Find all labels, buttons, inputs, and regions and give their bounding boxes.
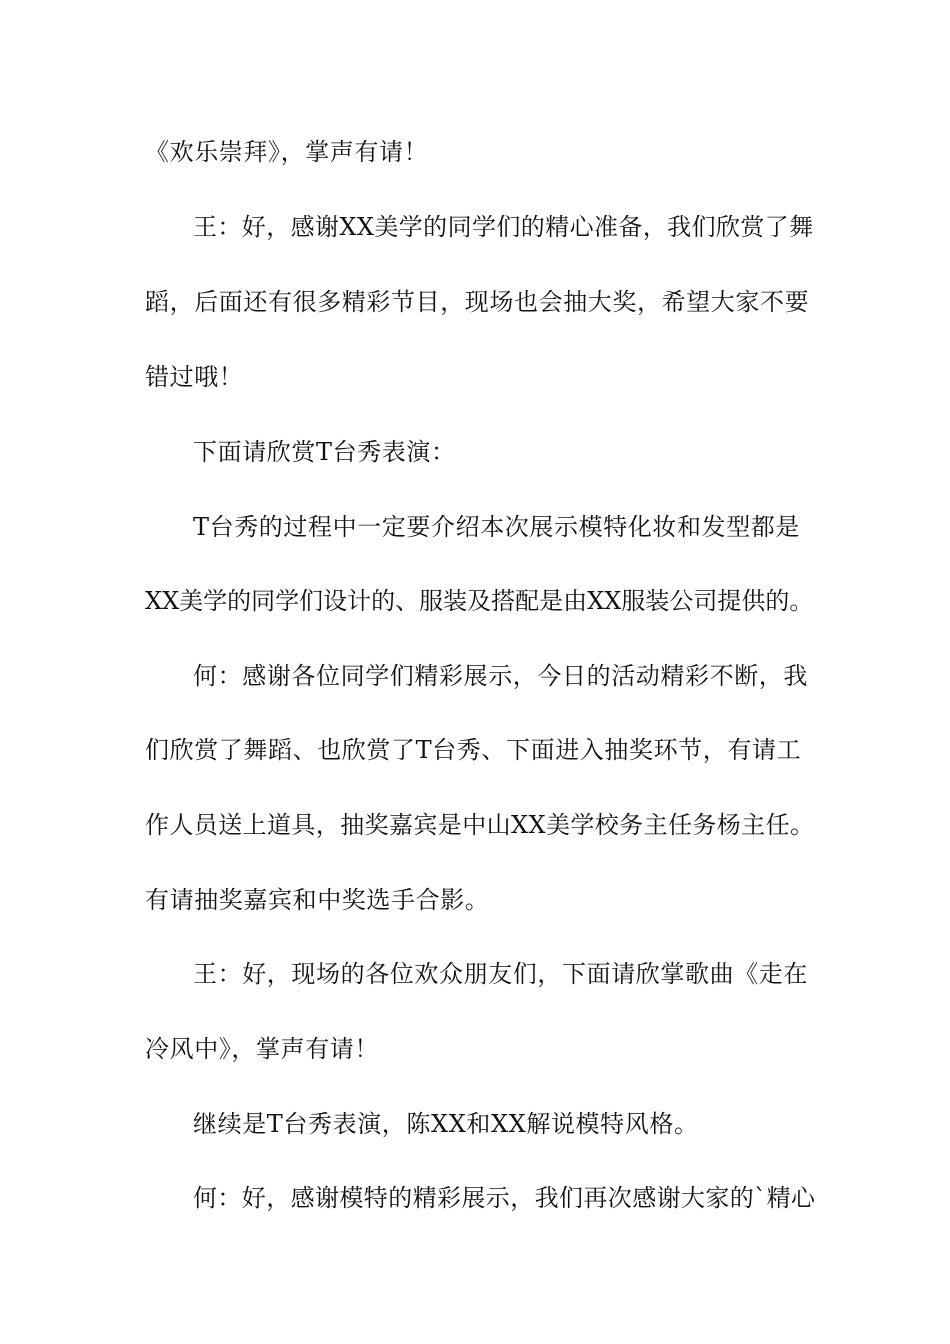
paragraph-first-line: 何：感谢各位同学们精彩展示，今日的活动精彩不断，我 xyxy=(193,662,808,690)
paragraph-first-line: T台秀的过程中一定要介绍本次展示模特化妆和发型都是 xyxy=(193,513,801,541)
text-line: 有请抽奖嘉宾和中奖选手合影。 xyxy=(145,886,490,914)
text-line: 《欢乐崇拜》，掌声有请！ xyxy=(145,138,429,166)
text-line: 错过哦！ xyxy=(145,363,244,391)
text-line: 们欣赏了舞蹈、也欣赏了T台秀、下面进入抽奖环节，有请工 xyxy=(145,736,802,764)
text-line: 蹈，后面还有很多精彩节目，现场也会抽大奖，希望大家不要 xyxy=(145,288,810,316)
paragraph-first-line: 继续是T台秀表演，陈XX和XX解说模特风格。 xyxy=(193,1110,699,1138)
paragraph-first-line: 王：好，现场的各位欢众朋友们，下面请欣掌歌曲《走在 xyxy=(193,960,808,988)
paragraph-first-line: 何：好，感谢模特的精彩展示，我们再次感谢大家的`精心 xyxy=(193,1184,816,1212)
paragraph-first-line: 王：好，感谢XX美学的同学们的精心准备，我们欣赏了舞 xyxy=(193,213,814,241)
text-line: 作人员送上道具，抽奖嘉宾是中山XX美学校务主任务杨主任。 xyxy=(145,811,815,839)
text-line: 冷风中》，掌声有请！ xyxy=(145,1035,379,1063)
text-line: XX美学的同学们设计的、服装及搭配是由XX服装公司提供的。 xyxy=(145,587,814,615)
paragraph-first-line: 下面请欣赏T台秀表演： xyxy=(193,438,456,466)
